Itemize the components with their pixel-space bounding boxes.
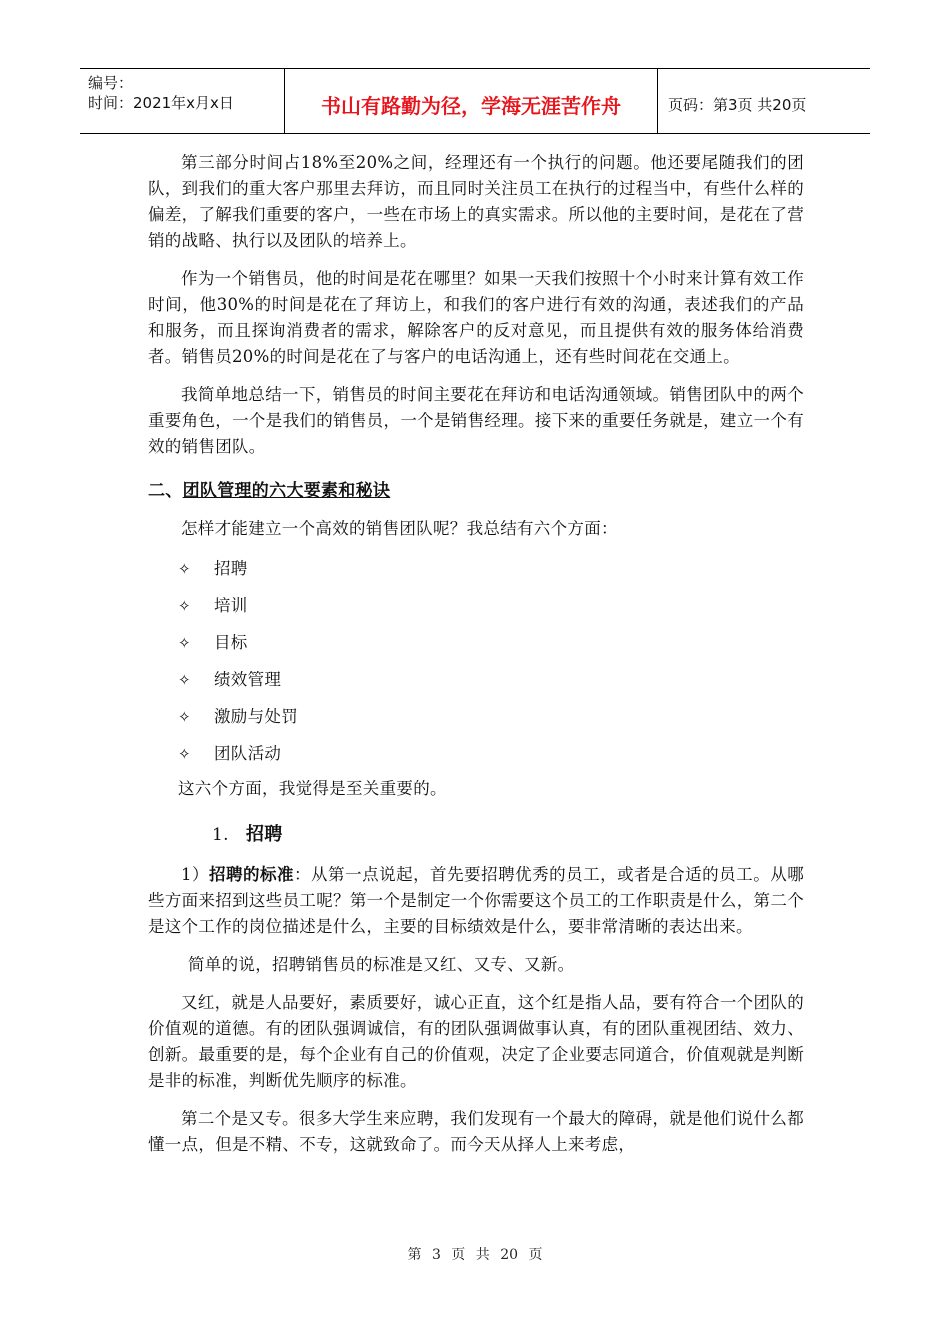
list-item xyxy=(178,628,804,665)
page-header xyxy=(80,68,870,134)
section-number: 二、 xyxy=(148,481,183,501)
diamond-bullet-icon: ✧ xyxy=(178,671,191,689)
paragraph: 第三部分时间占18%至20%之间，经理还有一个执行的问题。他还要尾随我们的团队，到我们的重大客户那里去拜访，而且同时关注员工在执行的过程当中，有些什么样的偏差，了解我们重要的客户，一些在市场上的真实需求。所以他的主要时间，是花在了营销的战略、执行以及团队的培养上。 xyxy=(148,153,804,250)
page-footer: 第 3 页 共 20 页 xyxy=(407,1247,543,1263)
factor-list xyxy=(148,554,804,776)
list-item-label: 目标 xyxy=(214,633,248,652)
section-heading xyxy=(148,478,804,504)
subsection-title: 招聘 xyxy=(246,824,283,845)
diamond-bullet-icon: ✧ xyxy=(178,597,191,615)
list-item-label: 绩效管理 xyxy=(214,670,282,689)
list-item-label: 团队活动 xyxy=(214,744,282,763)
diamond-bullet-icon: ✧ xyxy=(178,634,191,652)
header-motto: 书山有路勤为径，学海无涯苦作舟 xyxy=(285,69,658,133)
list-item-label: 招聘 xyxy=(214,559,248,578)
header-page-info: 页码：第3页 共20页 xyxy=(668,95,807,114)
document-date: 时间：2021年x月x日 xyxy=(88,94,234,112)
subsection-number: 1. xyxy=(212,825,229,845)
paragraph-standard xyxy=(148,862,804,940)
paragraph: 我简单地总结一下，销售员的时间主要花在拜访和电话沟通领域。销售团队中的两个重要角色，一个是我们的销售员，一个是销售经理。接下来的重要任务就是，建立一个有效的销售团队。 xyxy=(148,385,804,456)
document-number-label: 编号： xyxy=(88,74,134,92)
standard-text: ：从第一点说起，首先要招聘优秀的员工，或者是合适的员工。从哪些方面来招到这些员工呢？第一个是制定一个你需要这个员工的工作职责是什么，第二个是这个工作的岗位描述是什么，主要的目标绩效是什么，要非常清晰的表达出来。 xyxy=(148,865,805,936)
list-item-label: 激励与处罚 xyxy=(214,707,298,726)
section-title: 团队管理的六大要素和秘诀 xyxy=(182,481,391,501)
paragraph: 又红，就是人品要好，素质要好，诚心正直，这个红是指人品，要有符合一个团队的价值观的道德。有的团队强调诚信，有的团队强调做事认真，有的团队重视团结、效力、创新。最重要的是，每个企业有自己的价值观，决定了企业要志同道合，价值观就是判断是非的标准，判断优先顺序的标准。 xyxy=(148,993,804,1090)
document-body xyxy=(148,150,804,1170)
diamond-bullet-icon: ✧ xyxy=(178,745,191,763)
list-item-label: 培训 xyxy=(214,596,248,615)
subsection-heading xyxy=(212,822,804,848)
standard-label: 招聘的标准 xyxy=(209,865,295,884)
list-item xyxy=(178,739,804,776)
list-item xyxy=(178,591,804,628)
standard-prefix: 1） xyxy=(181,865,210,884)
list-item xyxy=(178,554,804,591)
paragraph: 简单的说，招聘销售员的标准是又红、又专、又新。 xyxy=(188,955,575,974)
section-intro: 怎样才能建立一个高效的销售团队呢？我总结有六个方面： xyxy=(181,519,618,538)
paragraph: 作为一个销售员，他的时间是花在哪里？如果一天我们按照十个小时来计算有效工作时间，他30%的时间是花在了拜访上，和我们的客户进行有效的沟通，表述我们的产品和服务，而且探询消费者的需求，解除客户的反对意见，而且提供有效的服务体给消费者。销售员20%的时间是花在了与客户的电话沟通上，还有些时间花在交通上。 xyxy=(148,269,804,366)
diamond-bullet-icon: ✧ xyxy=(178,560,191,578)
list-closing: 这六个方面，我觉得是至关重要的。 xyxy=(178,779,447,798)
list-item xyxy=(178,665,804,702)
header-meta xyxy=(80,69,285,133)
paragraph: 第二个是又专。很多大学生来应聘，我们发现有一个最大的障碍，就是他们说什么都懂一点，但是不精、不专，这就致命了。而今天从择人上来考虑， xyxy=(148,1109,804,1154)
diamond-bullet-icon: ✧ xyxy=(178,708,191,726)
list-item xyxy=(178,702,804,739)
